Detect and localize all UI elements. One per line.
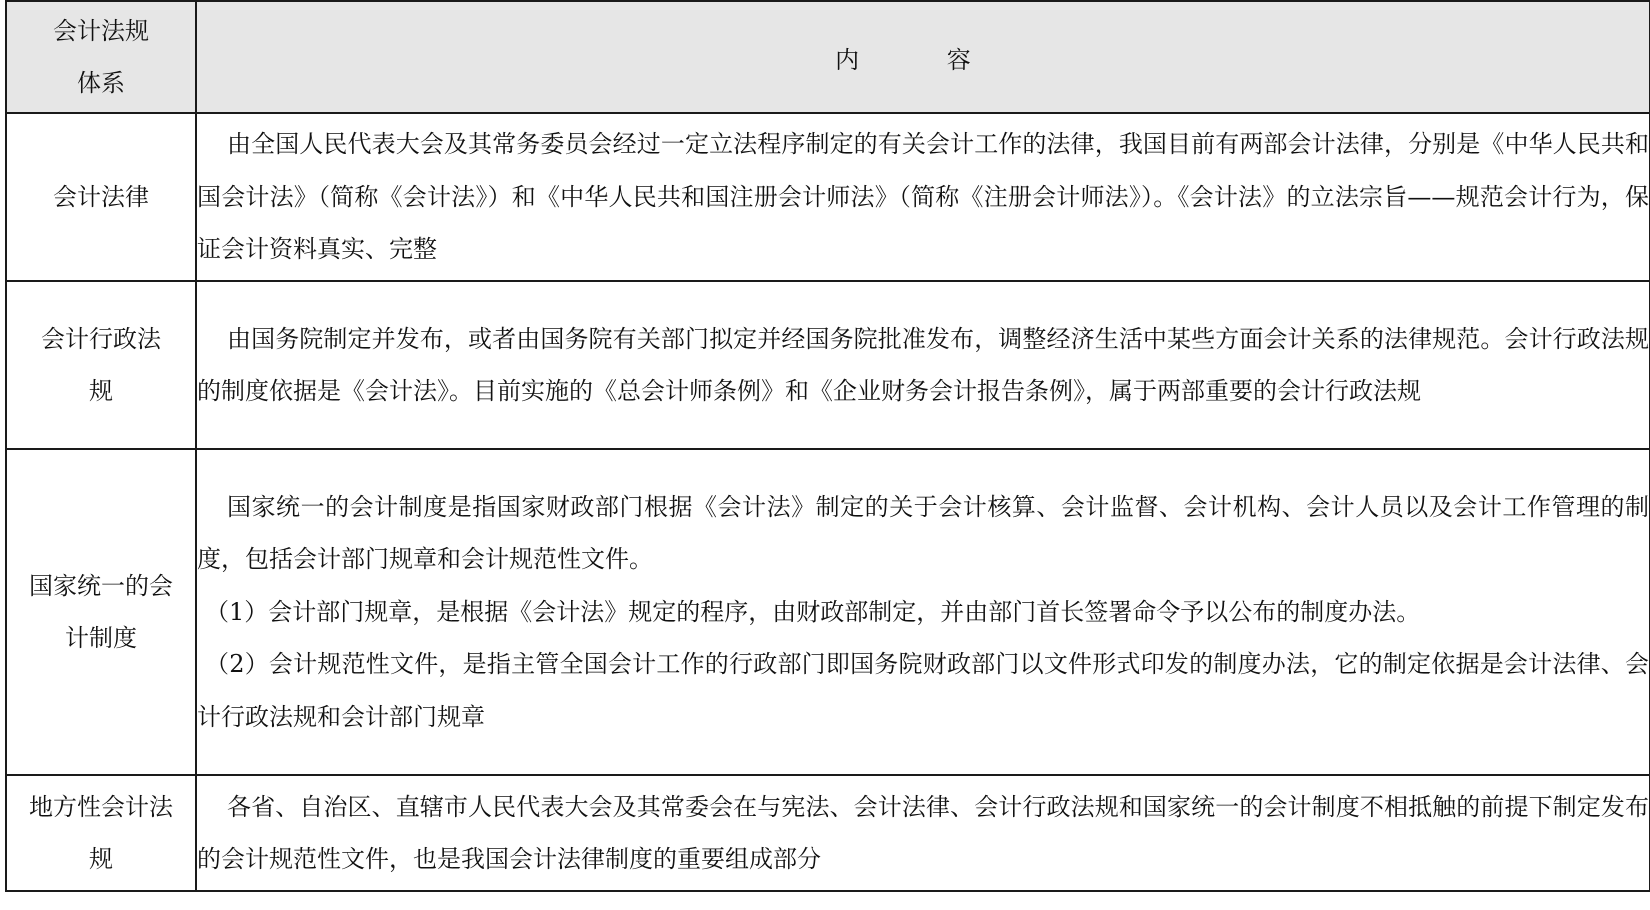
header-system-cell (6, 1, 196, 113)
table-row (6, 449, 1650, 775)
regulation-content-cell (196, 449, 1650, 775)
regulation-content-cell (196, 281, 1650, 449)
regulation-content-cell (196, 775, 1650, 891)
regulation-name-cell (6, 113, 196, 281)
regulation-content-cell (196, 113, 1650, 281)
content-paragraph: 各省、自治区、直辖市人民代表大会及其常委会在与宪法、会计法律、会计行政法规和国家统一的会计制度不相抵触的前提下制定发布的会计规范性文件，也是我国会计法律制度的重要组成部分 (197, 792, 1649, 873)
content-paragraph: 由国务院制定并发布，或者由国务院有关部门拟定并经国务院批准发布，调整经济生活中某些方面会计关系的法律规范。会计行政法规的制度依据是《会计法》。目前实施的《总会计师条例》和《企业财务会计报告条例》，属于两部重要的会计行政法规 (197, 324, 1649, 405)
regulation-name-cell (6, 281, 196, 449)
table-row (6, 113, 1650, 281)
content-paragraph: （1）会计部门规章，是根据《会计法》规定的程序，由财政部制定，并由部门首长签署命令予以公布的制度办法。 (205, 597, 1421, 626)
regulation-name-cell (6, 775, 196, 891)
accounting-regulations-table (5, 0, 1650, 892)
header-system-label: 会计法规体系 (53, 17, 149, 97)
regulation-name: 会计行政法规 (41, 325, 161, 405)
regulation-name: 国家统一的会计制度 (29, 572, 173, 652)
content-paragraph: （2）会计规范性文件，是指主管全国会计工作的行政部门即国务院财政部门以文件形式印发的制度办法，它的制定依据是会计法律、会计行政法规和会计部门规章 (197, 650, 1649, 731)
header-content-cell: 内 容 (196, 1, 1650, 113)
content-paragraph: 由全国人民代表大会及其常务委员会经过一定立法程序制定的有关会计工作的法律，我国目前有两部会计法律，分别是《中华人民共和国会计法》（简称《会计法》）和《中华人民共和国注册会计师法》（简称《注册会计师法》）。《会计法》的立法宗旨——规范会计行为，保证会计资料真实、完整 (197, 130, 1649, 264)
regulation-name-cell (6, 449, 196, 775)
header-row (6, 1, 1650, 113)
regulation-name: 地方性会计法规 (29, 793, 173, 873)
content-paragraph: 国家统一的会计制度是指国家财政部门根据《会计法》制定的关于会计核算、会计监督、会计机构、会计人员以及会计工作管理的制度，包括会计部门规章和会计规范性文件。 (197, 492, 1649, 574)
table-row (6, 775, 1650, 891)
table-row (6, 281, 1650, 449)
regulation-name: 会计法律 (53, 183, 149, 211)
